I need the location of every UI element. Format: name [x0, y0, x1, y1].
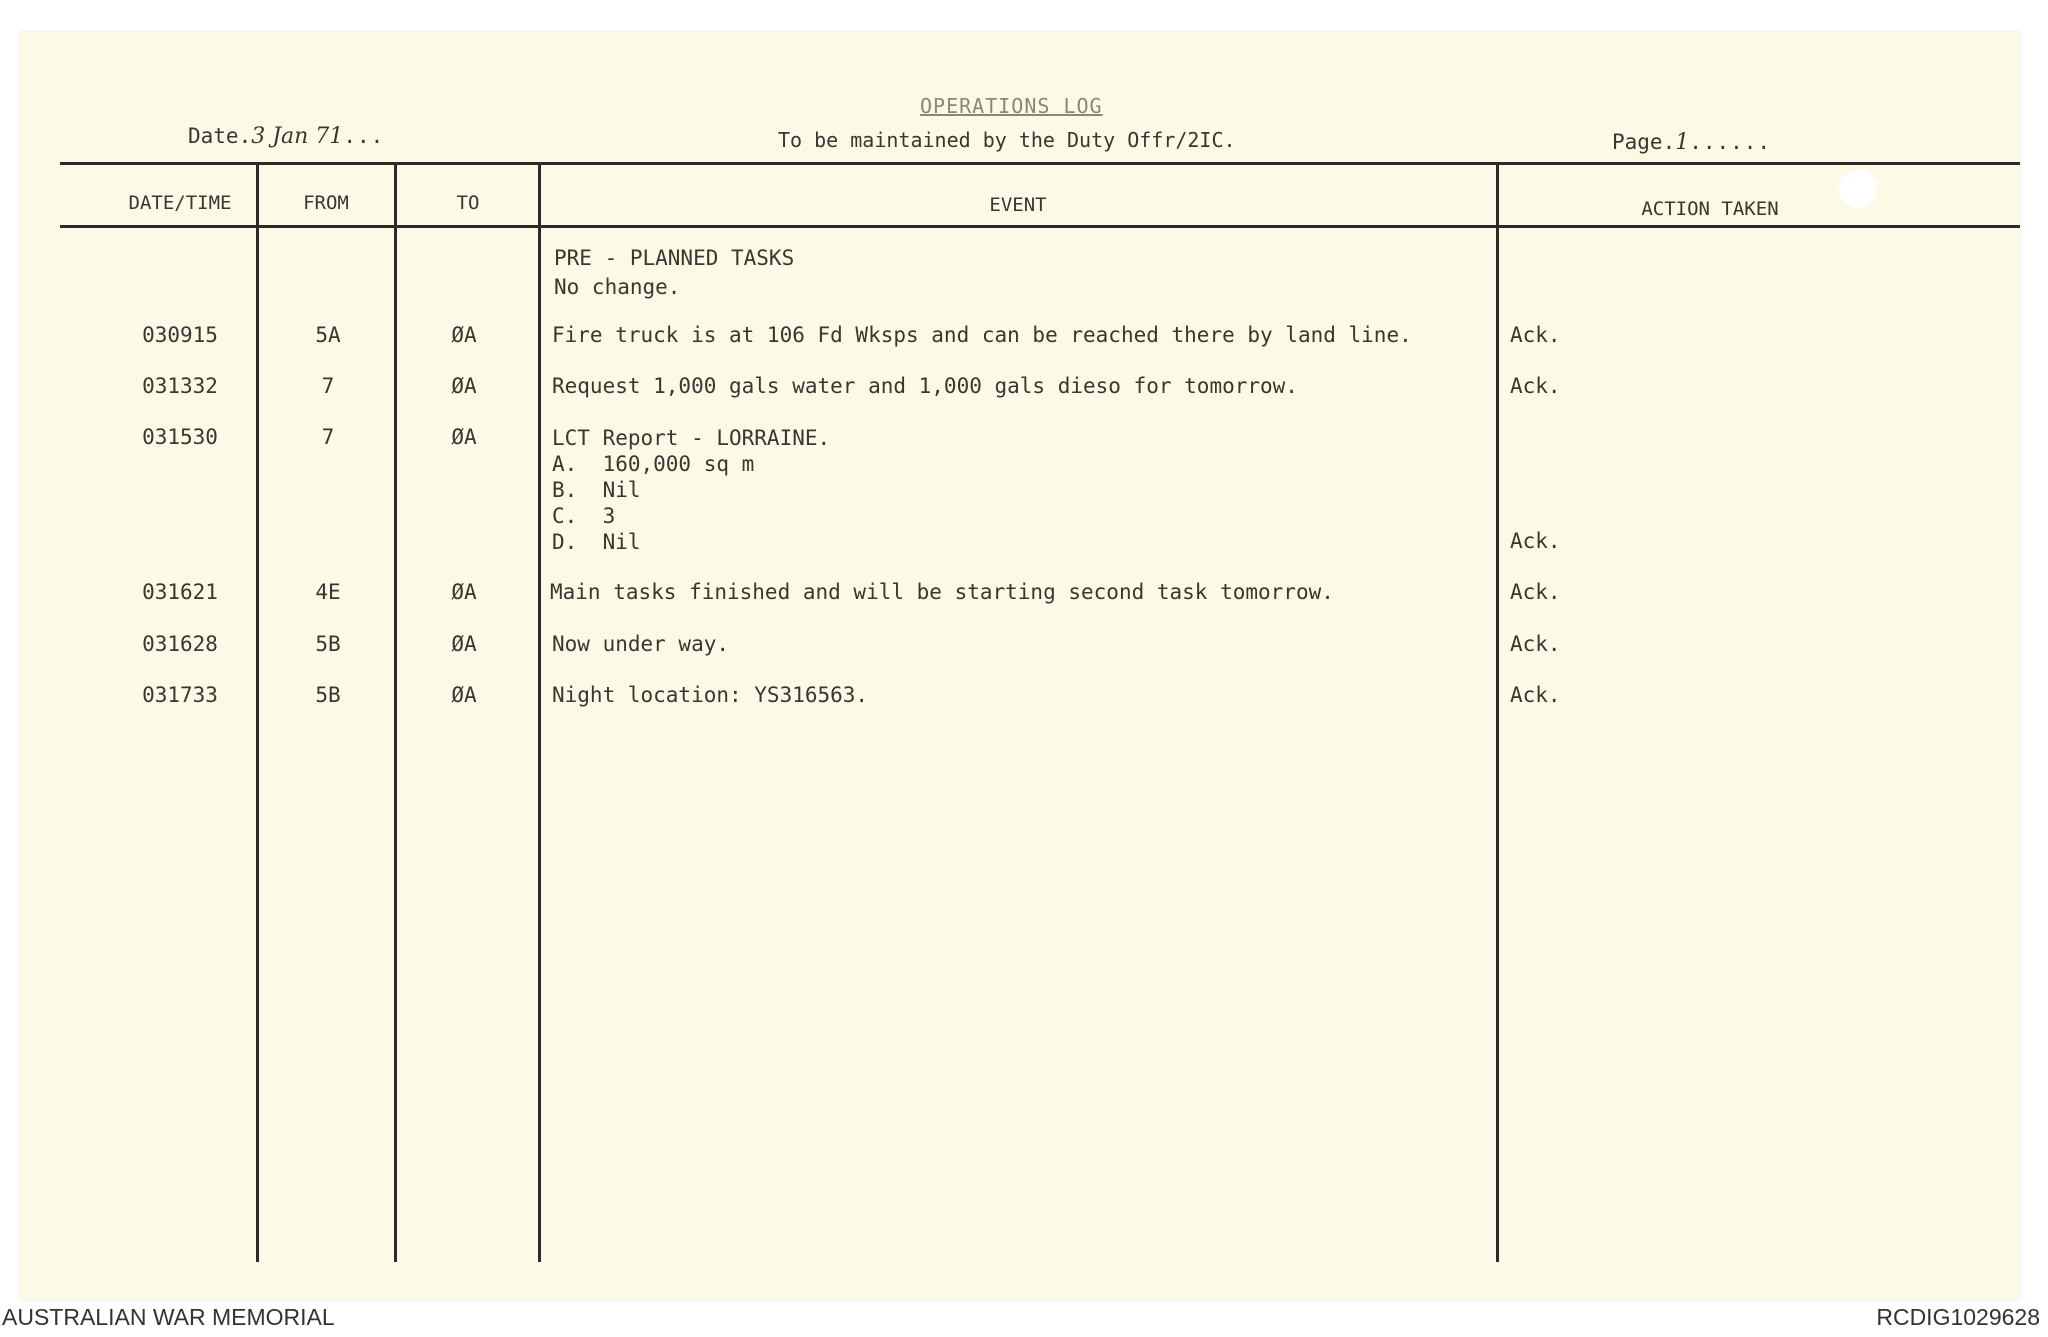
- page-field: Page.1......: [1612, 130, 1772, 155]
- col-header-to: TO: [456, 192, 480, 214]
- row-from: 7: [321, 425, 335, 449]
- lct-item-c: C. 3: [552, 504, 616, 528]
- column-divider-1: [256, 164, 259, 1262]
- row-event: Night location: YS316563.: [552, 683, 869, 707]
- row-to: ØA: [451, 683, 477, 707]
- row-to: ØA: [451, 580, 477, 604]
- row-action: Ack.: [1510, 374, 1561, 398]
- row-action: Ack.: [1510, 683, 1561, 707]
- footer-record-id: RCDIG1029628: [1876, 1304, 2040, 1330]
- row-datetime: 031628: [142, 632, 218, 656]
- footer-source: AUSTRALIAN WAR MEMORIAL: [2, 1304, 335, 1330]
- col-header-action: ACTION TAKEN: [1641, 198, 1779, 220]
- row-action: Ack.: [1510, 632, 1561, 656]
- row-from: 5B: [315, 683, 341, 707]
- row-action: Ack.: [1510, 580, 1561, 604]
- row-datetime: 031733: [142, 683, 218, 707]
- row-datetime: 030915: [142, 323, 218, 347]
- date-value: 3 Jan 71: [251, 124, 344, 149]
- maintained-note: To be maintained by the Duty Offr/2IC.: [778, 128, 1236, 152]
- column-divider-3: [538, 164, 541, 1262]
- header-top-rule: [60, 162, 2020, 165]
- row-event: LCT Report - LORRAINE.: [552, 426, 831, 450]
- row-event-block: [552, 425, 830, 555]
- row-to: ØA: [451, 425, 477, 449]
- page-value: 1: [1675, 130, 1690, 155]
- row-event: Now under way.: [552, 632, 730, 656]
- row-from: 5B: [315, 632, 341, 656]
- row-to: ØA: [451, 374, 477, 398]
- row-event: Main tasks finished and will be starting second task tomorrow.: [550, 580, 1334, 604]
- row-event: Request 1,000 gals water and 1,000 gals dieso for tomorrow.: [552, 374, 1298, 398]
- column-divider-4: [1496, 164, 1499, 1262]
- date-label: Date.: [188, 124, 252, 148]
- row-datetime: 031530: [142, 425, 218, 449]
- lct-item-b: B. Nil: [552, 478, 641, 502]
- row-to: ØA: [451, 323, 477, 347]
- row-from: 5A: [315, 323, 341, 347]
- preplanned-heading: PRE - PLANNED TASKS: [554, 246, 795, 270]
- row-event: Fire truck is at 106 Fd Wksps and can be reached there by land line.: [552, 323, 1412, 347]
- log-sheet: [20, 32, 2020, 1300]
- lct-item-d: D. Nil: [552, 530, 641, 554]
- row-from: 4E: [315, 580, 341, 604]
- preplanned-note: No change.: [554, 275, 681, 299]
- row-action: Ack.: [1510, 529, 1561, 553]
- row-datetime: 031332: [142, 374, 218, 398]
- row-datetime: 031621: [142, 580, 218, 604]
- col-header-event: EVENT: [989, 194, 1047, 216]
- row-from: 7: [321, 374, 335, 398]
- header-bottom-rule: [60, 225, 2020, 228]
- page-label: Page.: [1612, 130, 1676, 154]
- col-header-from: FROM: [303, 192, 349, 214]
- row-to: ØA: [451, 632, 477, 656]
- column-divider-2: [394, 164, 397, 1262]
- lct-item-a: A. 160,000 sq m: [552, 452, 755, 476]
- row-action: Ack.: [1510, 323, 1561, 347]
- log-title: OPERATIONS LOG: [920, 94, 1103, 118]
- col-header-datetime: DATE/TIME: [128, 192, 232, 214]
- date-field: Date.3 Jan 71...: [188, 124, 385, 149]
